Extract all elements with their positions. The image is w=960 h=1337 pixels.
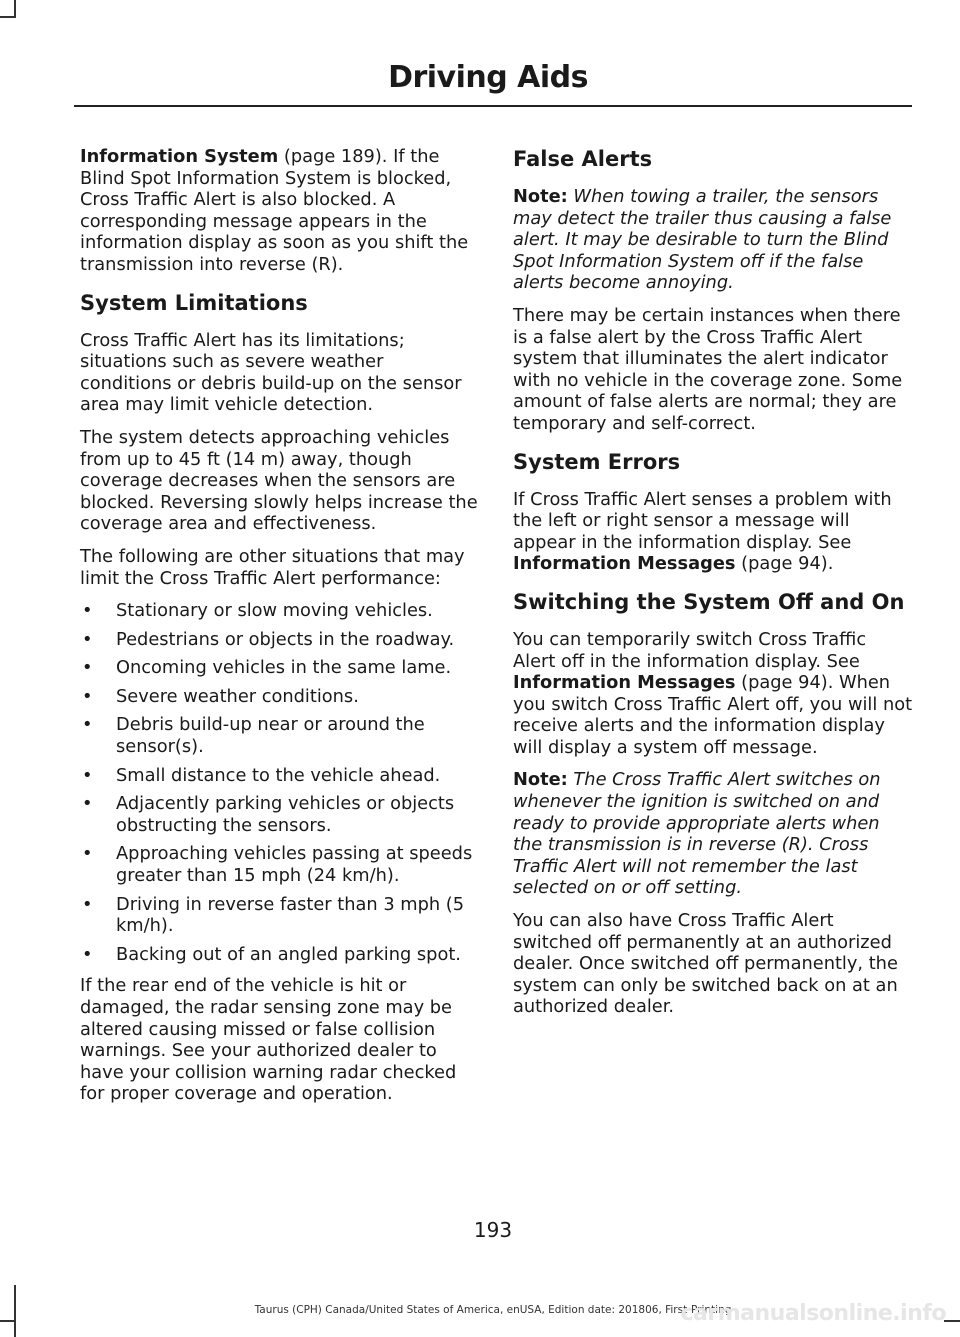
- heading-false-alerts: False Alerts: [513, 147, 653, 171]
- limitations-list: [80, 600, 480, 965]
- edition-footer: Taurus (CPH) Canada/United States of America, enUSA, Edition date: 201806, First-Printing: [254, 1304, 732, 1316]
- section-title: Driving Aids: [388, 60, 588, 95]
- intro-paragraph: Information System (page 189). If the Blind Spot Information System is blocked, Cross Traffic Alert is also blocked. A corresponding message appears in the information display as soon as you shift the transmission into reverse (R).: [80, 146, 469, 275]
- list-item: • Backing out of an angled parking spot.: [80, 944, 480, 966]
- note-paragraph: Note: The Cross Traffic Alert switches on whenever the ignition is switched on and ready to provide appropriate alerts when the transmission is in reverse (R). Cross Traffic Alert will not remember the last selected on or off setting.: [513, 769, 881, 899]
- list-item: • Adjacently parking vehicles or objects obstructing the sensors.: [80, 793, 480, 836]
- cross-reference-link[interactable]: Information Messages: [513, 672, 736, 694]
- heading-system-limitations: System Limitations: [80, 290, 308, 315]
- list-item: • Approaching vehicles passing at speeds greater than 15 mph (24 km/h).: [80, 843, 480, 886]
- list-item: • Small distance to the vehicle ahead.: [80, 765, 480, 787]
- paragraph: Cross Traffic Alert has its limitations; situations such as severe weather conditions or debris build-up on the sensor area may limit vehicle detection.: [80, 329, 462, 416]
- watermark-logo: carmanualsonline.info: [680, 1301, 946, 1326]
- heading-system-errors: System Errors: [513, 449, 681, 474]
- paragraph: You can temporarily switch Cross Traffic Alert off in the information display. See Information Messages (page 94). When you switch Cross Traffic Alert off, you will not receive alerts and the information display will display a system off message.: [513, 628, 913, 758]
- paragraph: The following are other situations that may limit the Cross Traffic Alert performance:: [80, 545, 465, 589]
- header-divider: [74, 105, 912, 107]
- paragraph: The system detects approaching vehicles from up to 45 ft (14 m) away, though coverage decreases when the sensors are blocked. Reversing slowly helps increase the coverage area and effectiveness.: [80, 426, 478, 535]
- list-item: • Stationary or slow moving vehicles.: [80, 600, 480, 622]
- crop-mark: [0, 16, 16, 18]
- crop-mark: [0, 1320, 16, 1322]
- paragraph: If Cross Traffic Alert senses a problem with the left or right sensor a message will appear in the information display. See Information Messages (page 94).: [513, 488, 892, 575]
- heading-switching-system: Switching the System Off and On: [513, 589, 905, 614]
- right-column: [513, 146, 913, 1029]
- crop-mark: [944, 1320, 960, 1322]
- note-label: Note:: [513, 769, 568, 791]
- list-item: • Oncoming vehicles in the same lame.: [80, 657, 480, 679]
- cross-reference-link[interactable]: Information System: [80, 146, 279, 167]
- list-item: • Pedestrians or objects in the roadway.: [80, 629, 480, 651]
- paragraph: You can also have Cross Traffic Alert switched off permanently at an authorized dealer. Once switched off permanently, the system can only be switched back on at an authorized dealer.: [513, 910, 898, 1018]
- paragraph: There may be certain instances when there is a false alert by the Cross Traffic Alert system that illuminates the alert indicator with no vehicle in the coverage zone. Some amount of false alerts are normal; they are temporary and self-correct.: [513, 304, 903, 434]
- note-paragraph: Note: When towing a trailer, the sensors may detect the trailer thus causing a false alert. It may be desirable to turn the Blind Spot Information System off if the false alerts become annoying.: [513, 186, 892, 294]
- cross-reference-link[interactable]: Information Messages: [513, 553, 736, 575]
- list-item: • Driving in reverse faster than 3 mph (5 km/h).: [80, 894, 480, 937]
- left-column: [80, 146, 480, 1116]
- paragraph: If the rear end of the vehicle is hit or damaged, the radar sensing zone may be altered causing missed or false collision warnings. See your authorized dealer to have your collision warning radar checked for proper coverage and operation.: [80, 975, 457, 1105]
- page-number: 193: [473, 1218, 513, 1242]
- note-label: Note:: [513, 186, 568, 207]
- list-item: • Debris build-up near or around the sensor(s).: [80, 714, 480, 757]
- list-item: • Severe weather conditions.: [80, 686, 480, 708]
